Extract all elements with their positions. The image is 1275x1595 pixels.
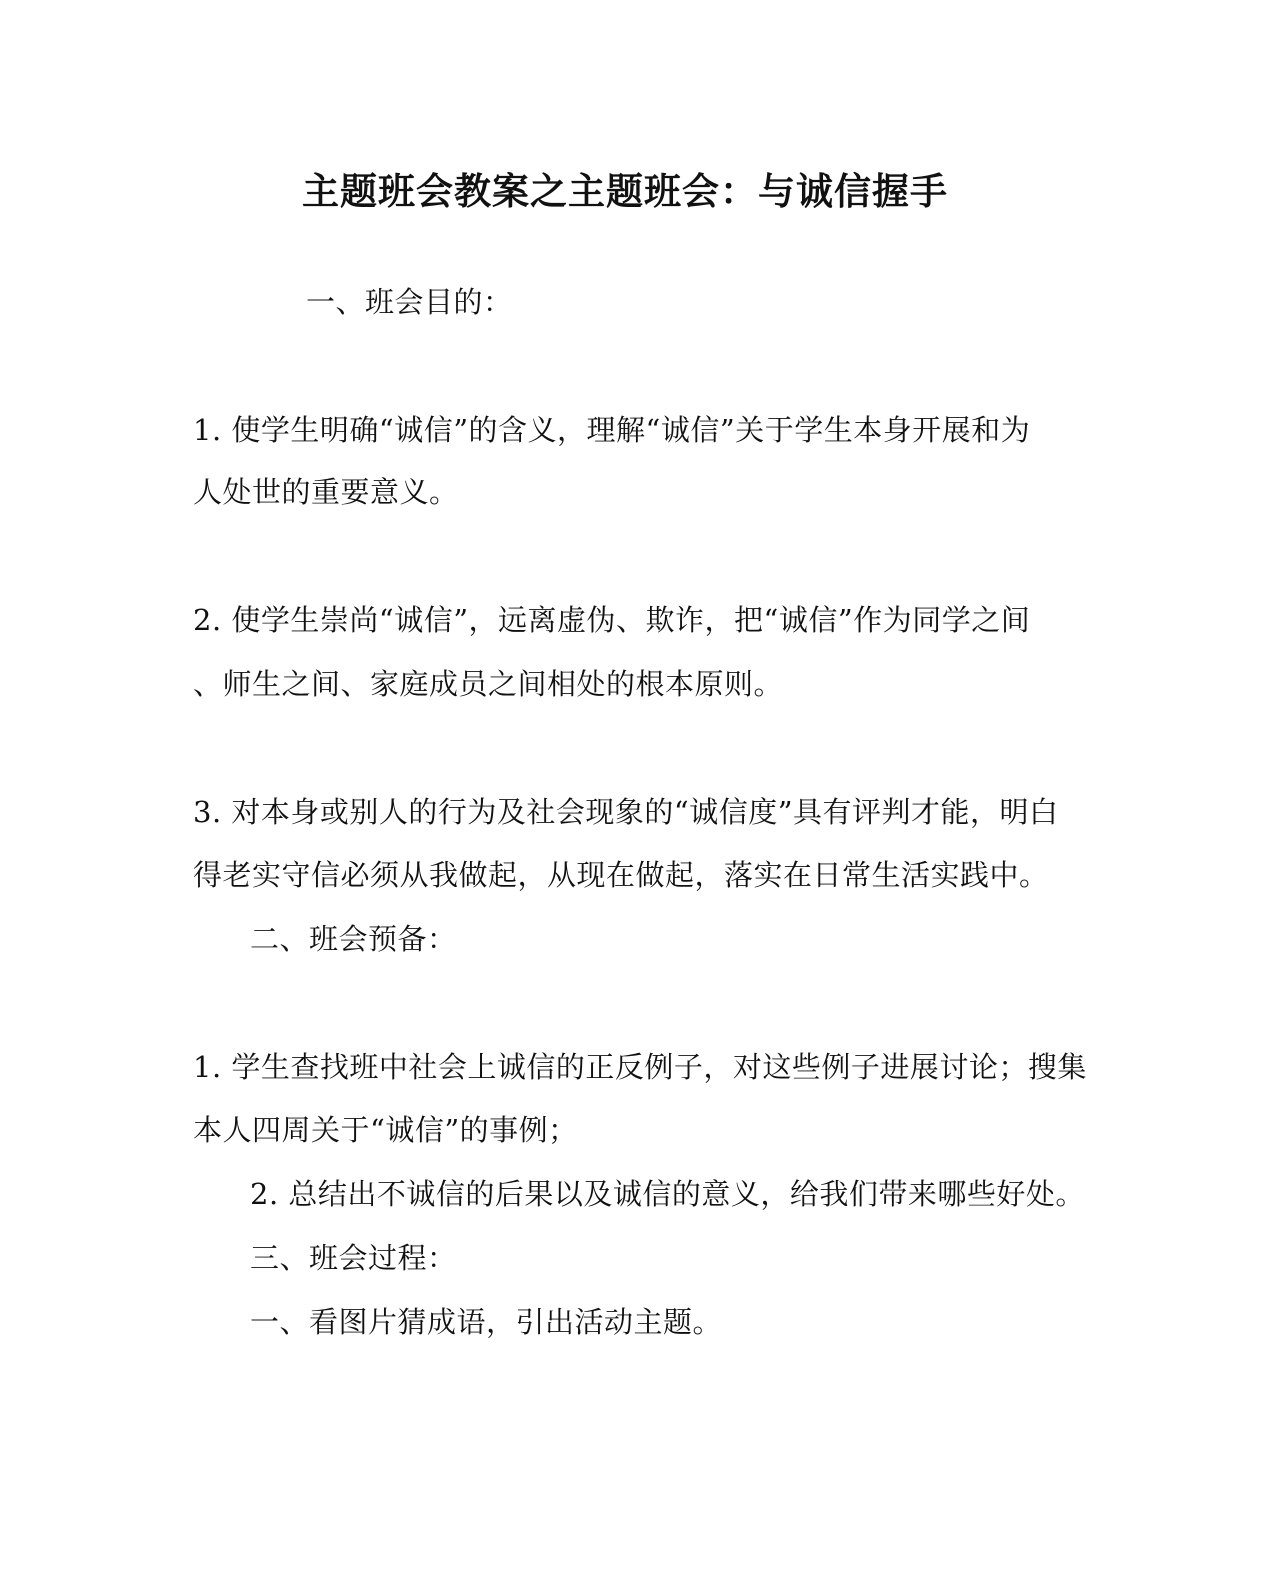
paragraph-line: 3. 对本身或别人的行为及社会现象的“诚信度”具有评判才能，明白 (193, 795, 1059, 829)
paragraph-line: 1. 使学生明确“诚信”的含义，理解“诚信”关于学生本身开展和为 (193, 413, 1031, 447)
section-heading-process: 三、班会过程： (250, 1241, 457, 1275)
paragraph-line: 1. 学生查找班中社会上诚信的正反例子，对这些例子进展讨论；搜集 (193, 1050, 1087, 1084)
document-title: 主题班会教案之主题班会：与诚信握手 (302, 169, 948, 213)
paragraph-line: 本人四周关于“诚信”的事例； (193, 1113, 578, 1147)
section-heading-purpose: 一、班会目的： (306, 285, 513, 319)
section-heading-preparation: 二、班会预备： (250, 922, 457, 956)
paragraph-line: 2. 使学生崇尚“诚信”，远离虚伪、欺诈，把“诚信”作为同学之间 (193, 603, 1031, 637)
paragraph-line: 一、看图片猜成语，引出活动主题。 (250, 1305, 723, 1339)
paragraph-line: 人处世的重要意义。 (193, 475, 459, 509)
paragraph-line: 、师生之间、家庭成员之间相处的根本原则。 (193, 667, 784, 701)
paragraph-line: 2. 总结出不诚信的后果以及诚信的意义，给我们带来哪些好处。 (250, 1177, 1085, 1211)
paragraph-line: 得老实守信必须从我做起，从现在做起，落实在日常生活实践中。 (193, 858, 1049, 892)
